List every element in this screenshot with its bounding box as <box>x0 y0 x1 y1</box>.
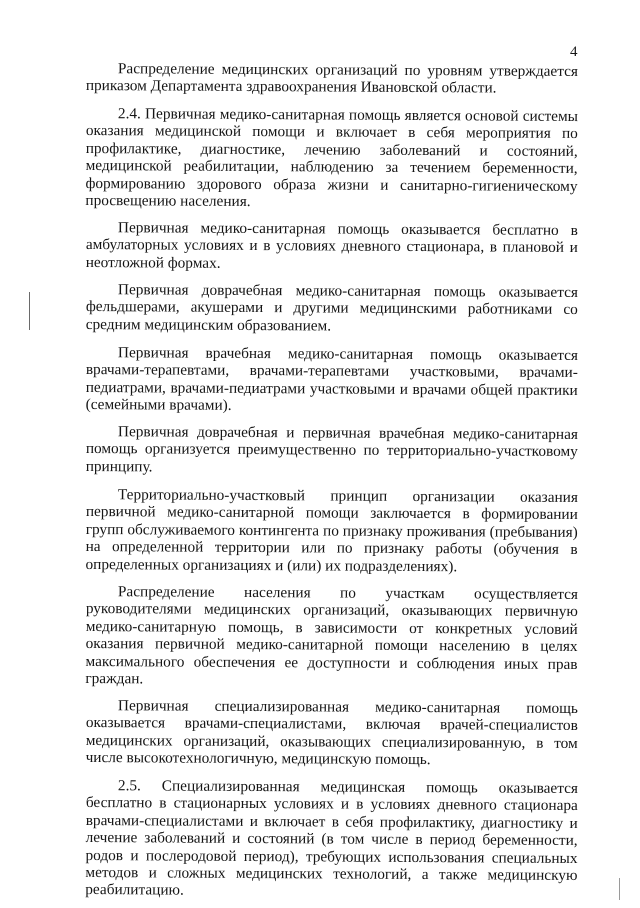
paragraph-specialized-primary-care: Первичная специализированная медико-санитарная помощь оказывается врачами-специалистами, включая врачей-специалистов медицинских организаций, оказывающих специализированную, в том числе высокотехнологичную, медицинскую помощь. <box>85 697 578 769</box>
paragraph-2-4-primary-care: 2.4. Первичная медико-санитарная помощь является основой системы оказания медицинской помощи и включает в себя мероприятия по профилактике, диагностике, лечению заболеваний и состояний, медицинской реабилитации, наблюдению за течением беременности, формированию здорового образа жизни и санитарно-гигиеническому просвещению населения. <box>85 105 578 210</box>
scan-edge-mark <box>619 878 620 900</box>
paragraph-distribution-levels: Распределение медицинских организаций по уровням утверждается приказом Департамента здравоохранения Ивановской области. <box>85 60 578 97</box>
paragraph-population-distribution: Распределение населения по участкам осуществляется руководителями медицинских организаций, оказывающих первичную медико-санитарную помощь, в зависимости от конкретных условий оказания первичной медико-санитарной помощи населению в целях максимального обеспечения ее доступности и соблюдения иных прав граждан. <box>85 582 578 687</box>
paragraph-prephysician-care: Первичная доврачебная медико-санитарная помощь оказывается фельдшерами, акушерами и другими медицинскими работниками со средним медицинским образованием. <box>85 281 578 335</box>
paragraph-territorial-definition: Территориально-участковый принцип организации оказания первичной медико-санитарной помощи заключается в формировании групп обслуживаемого контингента по признаку проживания (пребывания) на определенной территории или по признаку работы (обучения в определенных организациях и (или) их подразделениях). <box>85 485 578 575</box>
paragraph-physician-care: Первичная врачебная медико-санитарная помощь оказывается врачами-терапевтами, врачами-терапевтами участковыми, врачами-педиатрами, врачами-педиатрами участковыми и врачами общей практики (семейными врачами). <box>85 343 578 414</box>
document-body <box>86 60 578 908</box>
page-number: 4 <box>570 44 578 60</box>
scan-margin-mark <box>29 292 30 330</box>
paragraph-free-primary-care: Первичная медико-санитарная помощь оказывается бесплатно в амбулаторных условиях и в условиях дневного стационара, в плановой и неотложной формах. <box>85 219 578 272</box>
paragraph-territorial-principle: Первичная доврачебная и первичная врачебная медико-санитарная помощь организуется преимущественно по территориально-участковому принципу. <box>85 423 578 476</box>
paragraph-2-5-specialized-care: 2.5. Специализированная медицинская помощь оказывается бесплатно в стационарных условиях и в условиях дневного стационара врачами-специалистами и включает в себя профилактику, диагностику и лечение заболеваний и состояний (в том числе в период беременности, родов и послеродовой период), требующих использования специальных методов и сложных медицинских технологий, а также медицинскую реабилитацию. <box>85 776 578 899</box>
